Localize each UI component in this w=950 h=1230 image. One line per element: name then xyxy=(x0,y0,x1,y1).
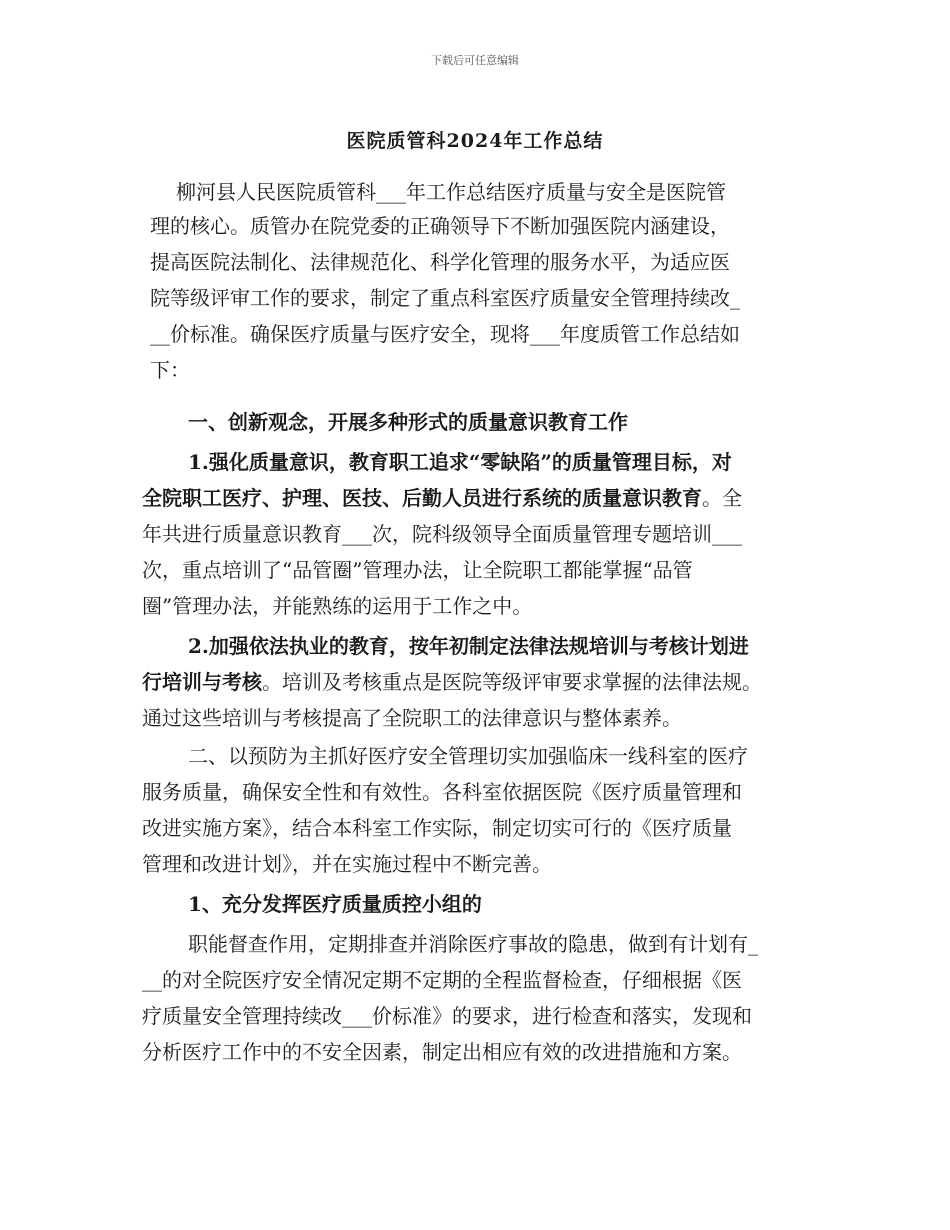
paragraph-line: 全院职工医疗、护理、医技、后勤人员进行系统的质量意识教育。全 xyxy=(142,486,742,510)
paragraph-line: 改进实施方案》，结合本科室工作实际，制定切实可行的《医疗质量 xyxy=(142,816,732,840)
paragraph-line: 2.加强依法执业的教育，按年初制定法律法规培训与考核计划进 xyxy=(188,634,749,658)
paragraph-line: __价标准。确保医疗质量与医疗安全，现将___年度质管工作总结如 xyxy=(150,322,740,346)
paragraph-line: 理的核心。质管办在院党委的正确领导下不断加强医院内涵建设， xyxy=(150,214,730,238)
document-title: 医院质管科2024年工作总结 xyxy=(346,130,604,152)
paragraph-line: 二、以预防为主抓好医疗安全管理切实加强临床一线科室的医疗 xyxy=(188,744,748,768)
paragraph-line: 下： xyxy=(150,358,190,382)
paragraph-line: 分析医疗工作中的不安全因素，制定出相应有效的改进措施和方案。 xyxy=(142,1040,742,1064)
paragraph-line: 柳河县人民医院质管科___年工作总结医疗质量与安全是医院管 xyxy=(176,180,726,204)
paragraph-line: 通过这些培训与考核提高了全院职工的法律意识与整体素养。 xyxy=(142,706,682,730)
section-heading: 一、创新观念，开展多种形式的质量意识教育工作 xyxy=(188,410,628,434)
paragraph-line: 疗质量安全管理持续改___价标准》的要求，进行检查和落实，发现和 xyxy=(142,1004,752,1028)
paragraph-line: 提高医院法制化、法律规范化、科学化管理的服务水平，为适应医 xyxy=(150,250,730,274)
paragraph-line: 圈”管理办法，并能熟练的运用于工作之中。 xyxy=(142,594,533,618)
paragraph-line: 职能督查作用，定期排查并消除医疗事故的隐患，做到有计划有_ xyxy=(188,932,758,956)
subsection-heading: 1、充分发挥医疗质量质控小组的 xyxy=(188,892,482,916)
paragraph-line: 年共进行质量意识教育___次，院科级领导全面质量管理专题培训___ xyxy=(142,522,742,546)
paragraph-line: __的对全院医疗安全情况定期不定期的全程监督检查，仔细根据《医 xyxy=(142,968,742,992)
paragraph-line: 管理和改进计划》，并在实施过程中不断完善。 xyxy=(142,852,552,876)
paragraph-line: 服务质量，确保安全性和有效性。各科室依据医院《医疗质量管理和 xyxy=(142,780,742,804)
paragraph-line: 1.强化质量意识，教育职工追求“零缺陷”的质量管理目标，对 xyxy=(188,450,732,474)
header-note: 下载后可任意编辑 xyxy=(431,54,519,67)
paragraph-line: 行培训与考核。培训及考核重点是医院等级评审要求掌握的法律法规。 xyxy=(142,670,762,694)
paragraph-line: 院等级评审工作的要求，制定了重点科室医疗质量安全管理持续改_ xyxy=(150,286,740,310)
paragraph-line: 次，重点培训了“品管圈”管理办法，让全院职工都能掌握“品管 xyxy=(142,558,693,582)
